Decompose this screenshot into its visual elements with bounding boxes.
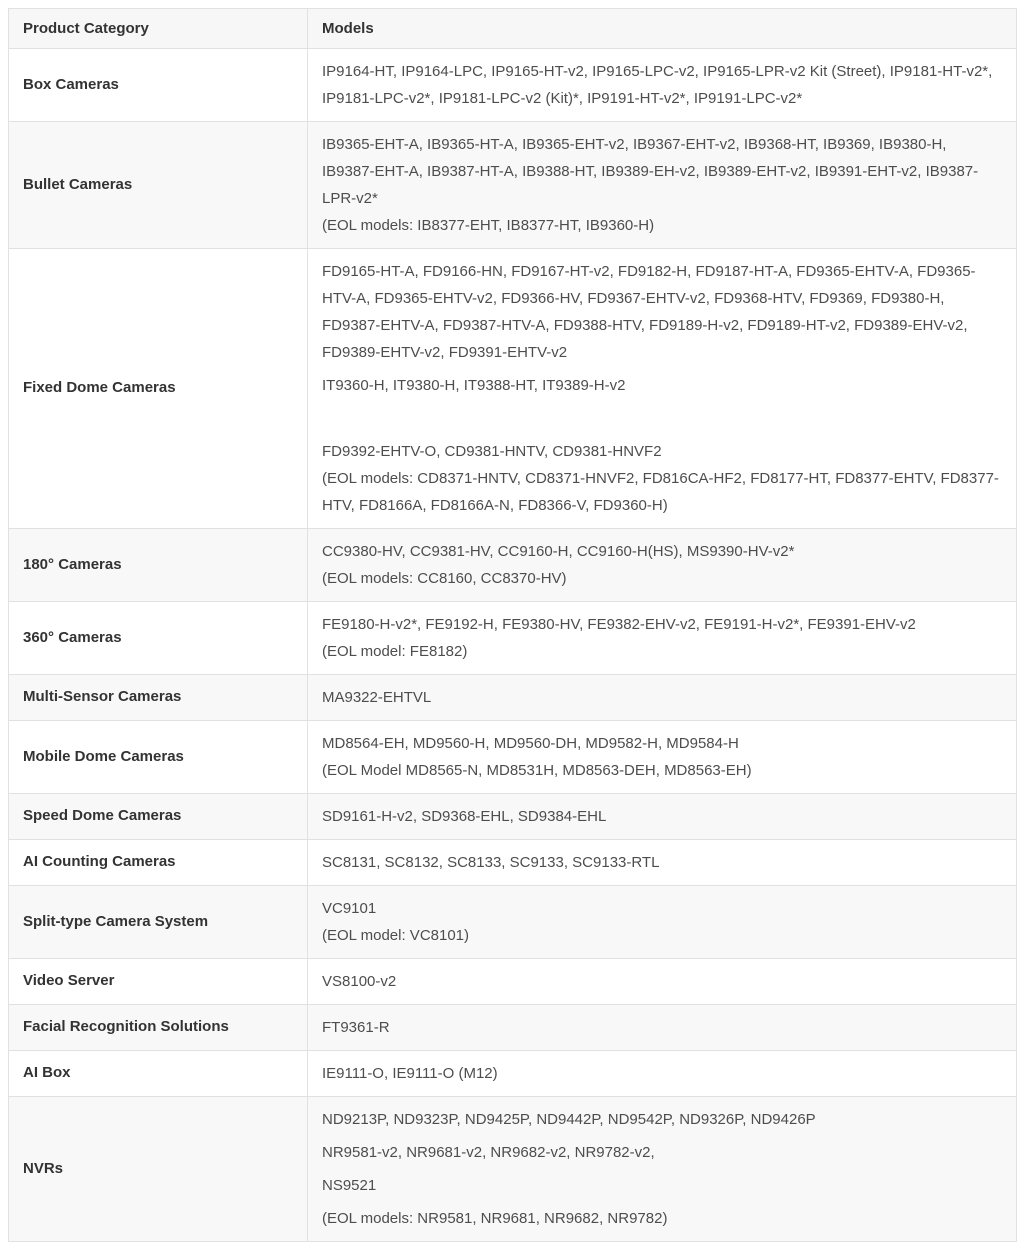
models-cell [308, 794, 1017, 840]
models-cell [308, 886, 1017, 959]
models-block: FD9392-EHTV-O, CD9381-HNTV, CD9381-HNVF2 (EOL models: CD8371-HNTV, CD8371-HNVF2, FD816CA-HF2, FD8177-HT, FD8377-EHTV, FD8377-HTV, FD8166A, FD8166A-N, FD8366-V, FD9360-H) [322, 443, 999, 514]
category-cell: Video Server [9, 959, 308, 1005]
models-block: IB9365-EHT-A, IB9365-HT-A, IB9365-EHT-v2, IB9367-EHT-v2, IB9368-HT, IB9369, IB9380-H, IB9387-EHT-A, IB9387-HT-A, IB9388-HT, IB9389-EH-v2, IB9389-EHT-v2, IB9391-EHT-v2, IB9387-LPR-v2* (EOL models: IB8377-EHT, IB8377-HT, IB9360-H) [322, 136, 979, 234]
table-row [9, 602, 1017, 675]
product-models-table [8, 8, 1017, 1242]
header-product-category: Product Category [9, 9, 308, 49]
table-body [9, 49, 1017, 1242]
table-row [9, 840, 1017, 886]
models-block: VC9101 (EOL model: VC8101) [322, 900, 470, 944]
table-row [9, 529, 1017, 602]
table-row [9, 249, 1017, 529]
category-cell: Mobile Dome Cameras [9, 721, 308, 794]
models-block: (EOL models: NR9581, NR9681, NR9682, NR9782) [322, 1210, 668, 1227]
models-cell [308, 529, 1017, 602]
models-block: MA9322-EHTVL [322, 689, 432, 706]
category-cell: Fixed Dome Cameras [9, 249, 308, 529]
category-cell: Facial Recognition Solutions [9, 1005, 308, 1051]
header-models: Models [308, 9, 1017, 49]
category-cell: Bullet Cameras [9, 122, 308, 249]
category-cell: NVRs [9, 1097, 308, 1242]
models-block: SC8131, SC8132, SC8133, SC9133, SC9133-RTL [322, 854, 660, 871]
table-row [9, 886, 1017, 959]
models-block: IP9164-HT, IP9164-LPC, IP9165-HT-v2, IP9165-LPC-v2, IP9165-LPR-v2 Kit (Street), IP9181-HT-v2*, IP9181-LPC-v2*, IP9181-LPC-v2 (Kit)*, IP9191-HT-v2*, IP9191-LPC-v2* [322, 63, 993, 107]
table-row [9, 959, 1017, 1005]
models-cell [308, 675, 1017, 721]
models-block: MD8564-EH, MD9560-H, MD9560-DH, MD9582-H, MD9584-H (EOL Model MD8565-N, MD8531H, MD8563-DEH, MD8563-EH) [322, 735, 752, 779]
table-row [9, 675, 1017, 721]
category-cell: 180° Cameras [9, 529, 308, 602]
models-block: ND9213P, ND9323P, ND9425P, ND9442P, ND9542P, ND9326P, ND9426P [322, 1111, 816, 1128]
category-cell: Multi-Sensor Cameras [9, 675, 308, 721]
models-cell [308, 1005, 1017, 1051]
table-row [9, 122, 1017, 249]
table-row [9, 721, 1017, 794]
models-cell [308, 249, 1017, 529]
models-block: NR9581-v2, NR9681-v2, NR9682-v2, NR9782-v2, [322, 1144, 655, 1161]
category-cell: 360° Cameras [9, 602, 308, 675]
models-block: FT9361-R [322, 1019, 390, 1036]
models-cell [308, 959, 1017, 1005]
models-block: NS9521 [322, 1177, 377, 1194]
models-block: CC9380-HV, CC9381-HV, CC9160-H, CC9160-H(HS), MS9390-HV-v2* (EOL models: CC8160, CC8370-HV) [322, 543, 795, 587]
models-cell [308, 840, 1017, 886]
header-row [9, 9, 1017, 49]
category-cell: AI Counting Cameras [9, 840, 308, 886]
table-row [9, 49, 1017, 122]
category-cell: Box Cameras [9, 49, 308, 122]
models-block [322, 405, 1002, 432]
models-block: IE9111-O, IE9111-O (M12) [322, 1065, 498, 1082]
models-block: IT9360-H, IT9380-H, IT9388-HT, IT9389-H-v2 [322, 377, 626, 394]
models-cell [308, 49, 1017, 122]
models-cell [308, 1097, 1017, 1242]
category-cell: Speed Dome Cameras [9, 794, 308, 840]
models-cell [308, 122, 1017, 249]
table-row [9, 1097, 1017, 1242]
models-block: VS8100-v2 [322, 973, 397, 990]
models-cell [308, 721, 1017, 794]
models-block: FE9180-H-v2*, FE9192-H, FE9380-HV, FE9382-EHV-v2, FE9191-H-v2*, FE9391-EHV-v2 (EOL model: FE8182) [322, 616, 916, 660]
models-cell [308, 602, 1017, 675]
models-block: FD9165-HT-A, FD9166-HN, FD9167-HT-v2, FD9182-H, FD9187-HT-A, FD9365-EHTV-A, FD9365-HTV-A, FD9365-EHTV-v2, FD9366-HV, FD9367-EHTV-v2, FD9368-HTV, FD9369, FD9380-H, FD9387-EHTV-A, FD9387-HTV-A, FD9388-HTV, FD9189-H-v2, FD9189-HT-v2, FD9389-EHV-v2, FD9389-EHTV-v2, FD9391-EHTV-v2 [322, 263, 976, 361]
models-cell [308, 1051, 1017, 1097]
category-cell: AI Box [9, 1051, 308, 1097]
table-row [9, 794, 1017, 840]
table-row [9, 1005, 1017, 1051]
category-cell: Split-type Camera System [9, 886, 308, 959]
table-header [9, 9, 1017, 49]
models-block: SD9161-H-v2, SD9368-EHL, SD9384-EHL [322, 808, 607, 825]
table-row [9, 1051, 1017, 1097]
